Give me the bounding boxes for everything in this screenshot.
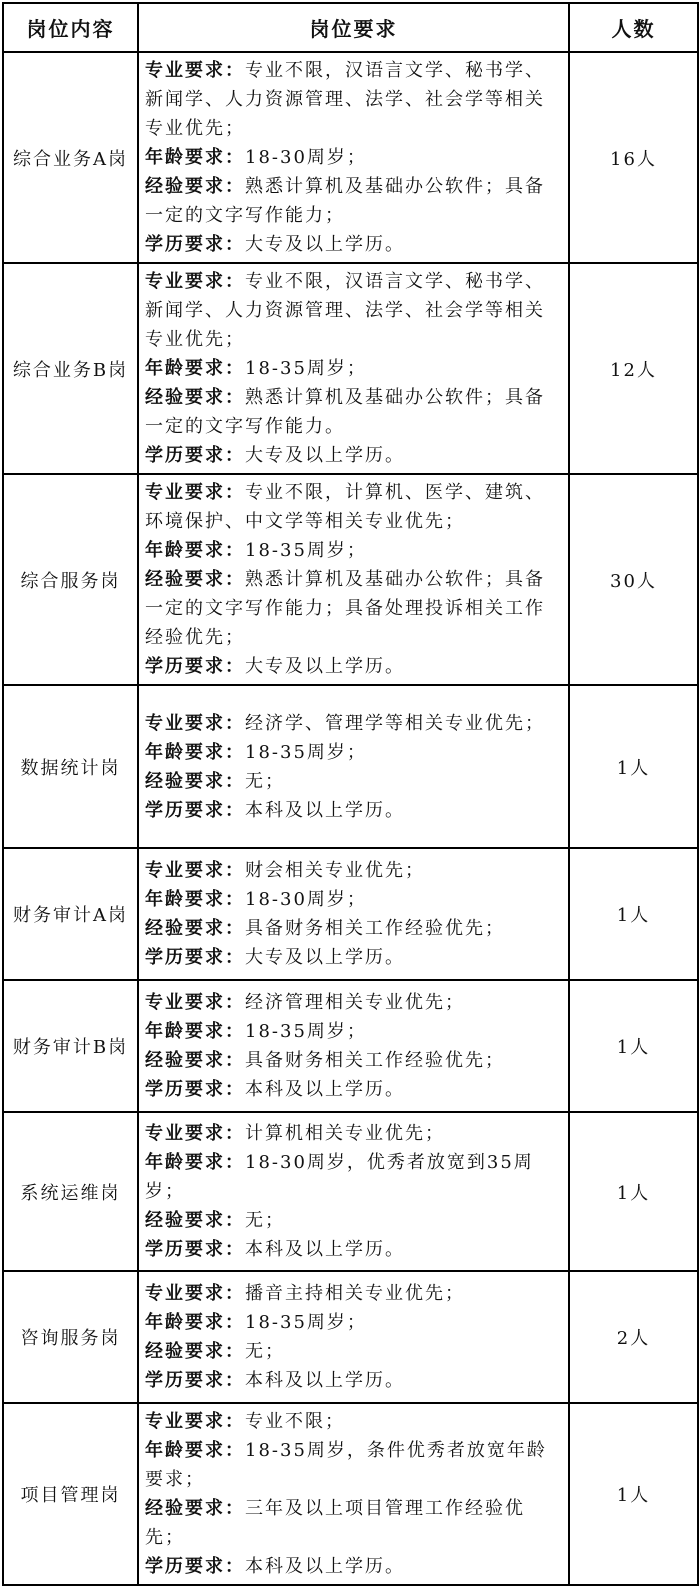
requirement-text: 18-35周岁，条件优秀者放宽年龄要求； <box>145 1440 547 1490</box>
requirement-line <box>145 1494 564 1552</box>
requirement-line <box>145 1366 564 1395</box>
header-count: 人数 <box>569 3 698 52</box>
requirements-cell <box>138 52 569 263</box>
requirement-line <box>145 1075 564 1104</box>
table-row <box>3 980 698 1112</box>
requirement-text: 18-35周岁； <box>245 358 367 379</box>
requirement-text: 大专及以上学历。 <box>245 656 405 677</box>
requirement-text: 专业不限，计算机、医学、建筑、环境保护、中文学等相关专业优先； <box>145 482 545 532</box>
headcount: 2人 <box>569 1271 698 1403</box>
requirement-line <box>145 988 564 1017</box>
requirement-text: 本科及以上学历。 <box>245 1370 405 1391</box>
position-name: 数据统计岗 <box>3 685 138 848</box>
table-row <box>3 474 698 685</box>
requirement-label: 经验要求： <box>145 1210 245 1231</box>
requirement-label: 学历要求： <box>145 1239 245 1260</box>
position-name: 财务审计B岗 <box>3 980 138 1112</box>
position-name: 综合服务岗 <box>3 474 138 685</box>
requirements-cell <box>138 1271 569 1403</box>
position-name: 财务审计A岗 <box>3 848 138 980</box>
headcount: 30人 <box>569 474 698 685</box>
requirement-label: 学历要求： <box>145 656 245 677</box>
requirement-text: 大专及以上学历。 <box>245 947 405 968</box>
requirement-label: 经验要求： <box>145 1341 245 1362</box>
requirement-text: 专业不限，汉语言文学、秘书学、新闻学、人力资源管理、法学、社会学等相关专业优先； <box>145 271 545 350</box>
requirement-line <box>145 565 564 652</box>
requirements-cell <box>138 1403 569 1585</box>
headcount: 16人 <box>569 52 698 263</box>
requirement-line <box>145 143 564 172</box>
table-body <box>3 52 698 1585</box>
table-row <box>3 52 698 263</box>
requirement-label: 专业要求： <box>145 1283 245 1304</box>
requirement-line <box>145 1017 564 1046</box>
requirement-label: 经验要求： <box>145 770 245 792</box>
requirement-label: 学历要求： <box>145 1556 245 1577</box>
requirement-label: 年龄要求： <box>145 1021 245 1042</box>
requirement-line <box>145 1308 564 1337</box>
requirement-line <box>145 536 564 565</box>
requirement-label: 年龄要求： <box>145 741 245 763</box>
requirement-text: 18-35周岁； <box>245 540 367 561</box>
requirement-line <box>145 1206 564 1235</box>
requirement-text: 本科及以上学历。 <box>245 799 405 821</box>
requirement-text: 熟悉计算机及基础办公软件；具备一定的文字写作能力。 <box>145 387 545 437</box>
requirement-line <box>145 1436 564 1494</box>
position-name: 综合业务B岗 <box>3 263 138 474</box>
requirement-label: 学历要求： <box>145 799 245 821</box>
requirement-line <box>145 914 564 943</box>
requirement-line <box>145 56 564 143</box>
requirement-line <box>145 796 564 825</box>
requirement-label: 经验要求： <box>145 176 245 197</box>
requirement-text: 具备财务相关工作经验优先； <box>245 1050 505 1071</box>
requirement-label: 经验要求： <box>145 1498 245 1519</box>
requirement-label: 专业要求： <box>145 860 245 881</box>
requirement-text: 18-30周岁； <box>245 889 367 910</box>
requirement-label: 年龄要求： <box>145 1312 245 1333</box>
requirement-line <box>145 1046 564 1075</box>
requirement-line <box>145 1552 564 1581</box>
headcount: 12人 <box>569 263 698 474</box>
requirement-text: 播音主持相关专业优先； <box>245 1283 465 1304</box>
position-name: 咨询服务岗 <box>3 1271 138 1403</box>
requirements-cell <box>138 980 569 1112</box>
requirement-line <box>145 354 564 383</box>
requirement-label: 经验要求： <box>145 569 245 590</box>
table-row <box>3 848 698 980</box>
requirement-text: 无； <box>245 1210 285 1231</box>
position-name: 系统运维岗 <box>3 1112 138 1271</box>
requirement-label: 专业要求： <box>145 1123 245 1144</box>
requirement-text: 熟悉计算机及基础办公软件；具备一定的文字写作能力； <box>145 176 545 226</box>
requirement-text: 计算机相关专业优先； <box>245 1123 445 1144</box>
table-row <box>3 1403 698 1585</box>
requirement-line <box>145 230 564 259</box>
requirement-text: 熟悉计算机及基础办公软件；具备一定的文字写作能力；具备处理投诉相关工作经验优先； <box>145 569 545 648</box>
requirement-line <box>145 267 564 354</box>
requirement-text: 本科及以上学历。 <box>245 1239 405 1260</box>
requirement-label: 专业要求： <box>145 271 245 292</box>
requirement-text: 专业不限； <box>245 1411 345 1432</box>
requirement-label: 专业要求： <box>145 60 245 81</box>
requirement-text: 无； <box>245 770 285 792</box>
requirement-text: 大专及以上学历。 <box>245 445 405 466</box>
requirement-line <box>145 1279 564 1308</box>
requirement-text: 专业不限，汉语言文学、秘书学、新闻学、人力资源管理、法学、社会学等相关专业优先； <box>145 60 545 139</box>
requirements-cell <box>138 1112 569 1271</box>
requirements-cell <box>138 685 569 848</box>
requirement-text: 本科及以上学历。 <box>245 1079 405 1100</box>
table-row <box>3 1271 698 1403</box>
requirement-text: 三年及以上项目管理工作经验优先； <box>145 1498 525 1548</box>
requirement-label: 经验要求： <box>145 918 245 939</box>
header-requirements: 岗位要求 <box>138 3 569 52</box>
table-row <box>3 263 698 474</box>
requirement-text: 18-30周岁； <box>245 147 367 168</box>
requirements-cell <box>138 848 569 980</box>
headcount: 1人 <box>569 685 698 848</box>
requirement-label: 年龄要求： <box>145 147 245 168</box>
header-position: 岗位内容 <box>3 3 138 52</box>
requirement-line <box>145 1337 564 1366</box>
requirement-label: 学历要求： <box>145 445 245 466</box>
requirement-label: 经验要求： <box>145 1050 245 1071</box>
table-row <box>3 1112 698 1271</box>
requirement-line <box>145 1148 564 1206</box>
requirement-text: 具备财务相关工作经验优先； <box>245 918 505 939</box>
requirement-line <box>145 738 564 767</box>
requirement-label: 学历要求： <box>145 1079 245 1100</box>
requirement-line <box>145 885 564 914</box>
requirement-line <box>145 441 564 470</box>
requirement-label: 年龄要求： <box>145 358 245 379</box>
requirement-label: 学历要求： <box>145 947 245 968</box>
requirement-line <box>145 1119 564 1148</box>
header-row <box>3 3 698 52</box>
requirement-label: 专业要求： <box>145 1411 245 1432</box>
requirement-line <box>145 943 564 972</box>
requirement-line <box>145 709 564 738</box>
requirement-text: 财会相关专业优先； <box>245 860 425 881</box>
headcount: 1人 <box>569 980 698 1112</box>
requirement-label: 专业要求： <box>145 712 245 734</box>
requirement-text: 18-35周岁； <box>245 741 367 763</box>
position-name: 项目管理岗 <box>3 1403 138 1585</box>
requirement-line <box>145 478 564 536</box>
requirement-label: 经验要求： <box>145 387 245 408</box>
requirement-text: 18-35周岁； <box>245 1312 367 1333</box>
requirement-label: 专业要求： <box>145 992 245 1013</box>
requirement-label: 年龄要求： <box>145 889 245 910</box>
requirement-line <box>145 1235 564 1264</box>
position-name: 综合业务A岗 <box>3 52 138 263</box>
requirement-line <box>145 383 564 441</box>
requirement-text: 无； <box>245 1341 285 1362</box>
requirement-line <box>145 172 564 230</box>
requirement-text: 大专及以上学历。 <box>245 234 405 255</box>
requirement-text: 经济学、管理学等相关专业优先； <box>245 712 545 734</box>
requirement-text: 本科及以上学历。 <box>245 1556 405 1577</box>
requirement-line <box>145 652 564 681</box>
requirement-line <box>145 767 564 796</box>
job-requirements-table <box>2 2 699 1586</box>
headcount: 1人 <box>569 1403 698 1585</box>
headcount: 1人 <box>569 848 698 980</box>
requirement-label: 年龄要求： <box>145 1152 245 1173</box>
requirement-line <box>145 1407 564 1436</box>
requirement-text: 18-30周岁，优秀者放宽到35周岁； <box>145 1152 534 1202</box>
requirements-cell <box>138 263 569 474</box>
requirement-text: 经济管理相关专业优先； <box>245 992 465 1013</box>
requirement-label: 学历要求： <box>145 1370 245 1391</box>
requirement-text: 18-35周岁； <box>245 1021 367 1042</box>
requirement-line <box>145 856 564 885</box>
table-row <box>3 685 698 848</box>
requirement-label: 学历要求： <box>145 234 245 255</box>
requirement-label: 专业要求： <box>145 482 245 503</box>
requirement-label: 年龄要求： <box>145 540 245 561</box>
requirement-label: 年龄要求： <box>145 1440 245 1461</box>
headcount: 1人 <box>569 1112 698 1271</box>
requirements-cell <box>138 474 569 685</box>
